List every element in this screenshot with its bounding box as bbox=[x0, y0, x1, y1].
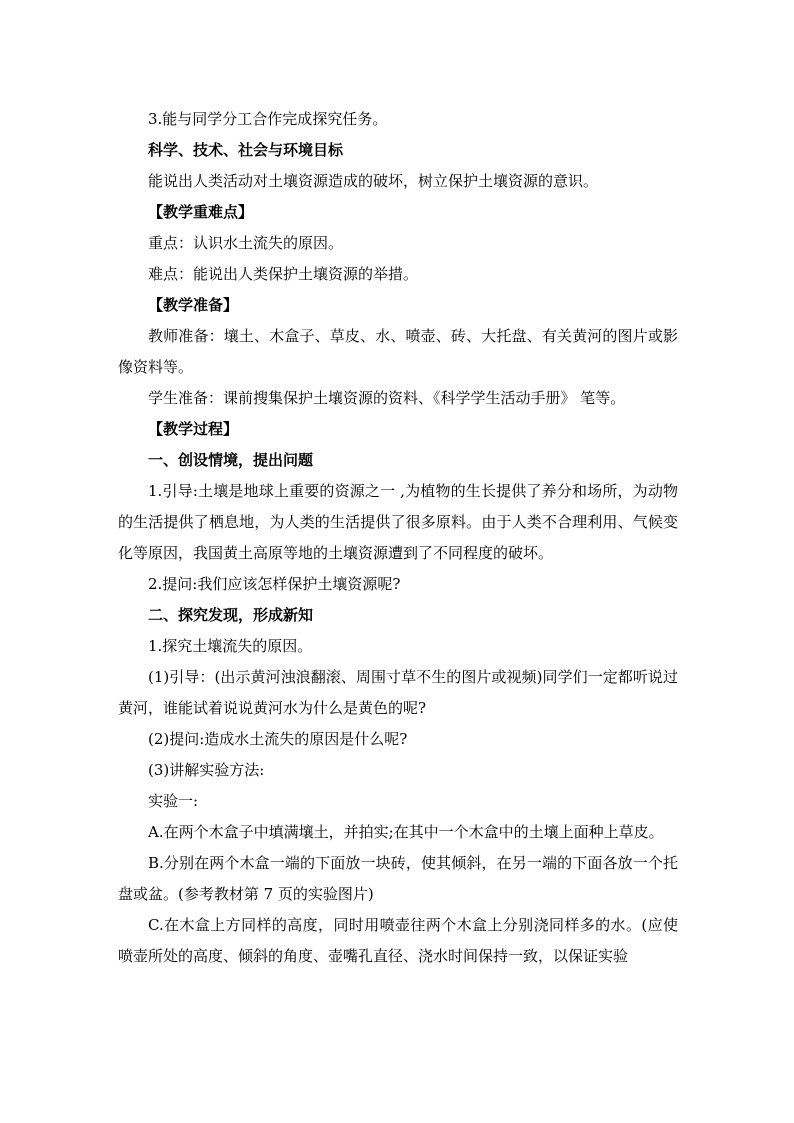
preparation-heading: 【教学准备】 bbox=[148, 296, 239, 314]
section1-heading: 一、创设情境，提出问题 bbox=[148, 451, 314, 469]
section2-paragraph-3: (2)提问:造成水土流失的原因是什么呢? bbox=[148, 730, 408, 748]
teacher-preparation: 教师准备：壤土、木盒子、草皮、水、喷壶、砖、大托盘、有关黄河的图片或影像资料等。 bbox=[118, 327, 678, 376]
experiment-step-c: C.在木盒上方同样的高度，同时用喷壶往两个木盒上分别浇同样多的水。(应使喷壶所处的高度、倾斜的角度、壶嘴孔直径、浇水时间保持一致，以保证实验 bbox=[118, 916, 678, 965]
experiment-1-label: 实验一: bbox=[148, 792, 199, 810]
section2-heading: 二、探究发现，形成新知 bbox=[148, 606, 314, 624]
section1-paragraph-2: 2.提问:我们应该怎样保护土壤资源呢? bbox=[148, 575, 401, 593]
section2-paragraph-2: (1)引导：(出示黄河浊浪翻滚、周围寸草不生的图片或视频)同学们一定都听说过黄河，谁能试着说说黄河水为什么是黄色的呢? bbox=[118, 668, 678, 717]
experiment-step-b: B.分别在两个木盒一端的下面放一块砖，使其倾斜，在另一端的下面各放一个托盘或盆。(参考教材第 7 页的实验图片) bbox=[118, 854, 678, 903]
section2-paragraph-1: 1.探究土壤流失的原因。 bbox=[148, 637, 313, 655]
document-page bbox=[118, 104, 678, 972]
student-preparation: 学生准备：课前搜集保护土壤资源的资料、《科学学生活动手册》 笔等。 bbox=[148, 389, 626, 407]
sts-objective-text: 能说出人类活动对土壤资源造成的破坏，树立保护土壤资源的意识。 bbox=[148, 172, 599, 190]
difficult-point: 难点：能说出人类保护土壤资源的举措。 bbox=[148, 265, 419, 283]
sts-objective-heading: 科学、技术、社会与环境目标 bbox=[148, 141, 344, 159]
section1-paragraph-1: 1.引导:土壤是地球上重要的资源之一 ,为植物的生长提供了养分和场所，为动物的生活提供了栖息地，为人类的生活提供了很多原料。由于人类不合理利用、气候变化等原因，我国黄土高原等地的土壤资源遭到了不同程度的破坏。 bbox=[118, 482, 678, 562]
process-heading: 【教学过程】 bbox=[148, 420, 239, 438]
key-point: 重点：认识水土流失的原因。 bbox=[148, 234, 344, 252]
section2-paragraph-4: (3)讲解实验方法: bbox=[148, 761, 265, 779]
experiment-step-a: A.在两个木盒子中填满壤土，并拍实;在其中一个木盒中的土壤上面种上草皮。 bbox=[148, 823, 664, 841]
objective-item-3: 3.能与同学分工合作完成探究任务。 bbox=[148, 110, 388, 128]
key-points-heading: 【教学重难点】 bbox=[148, 203, 254, 221]
